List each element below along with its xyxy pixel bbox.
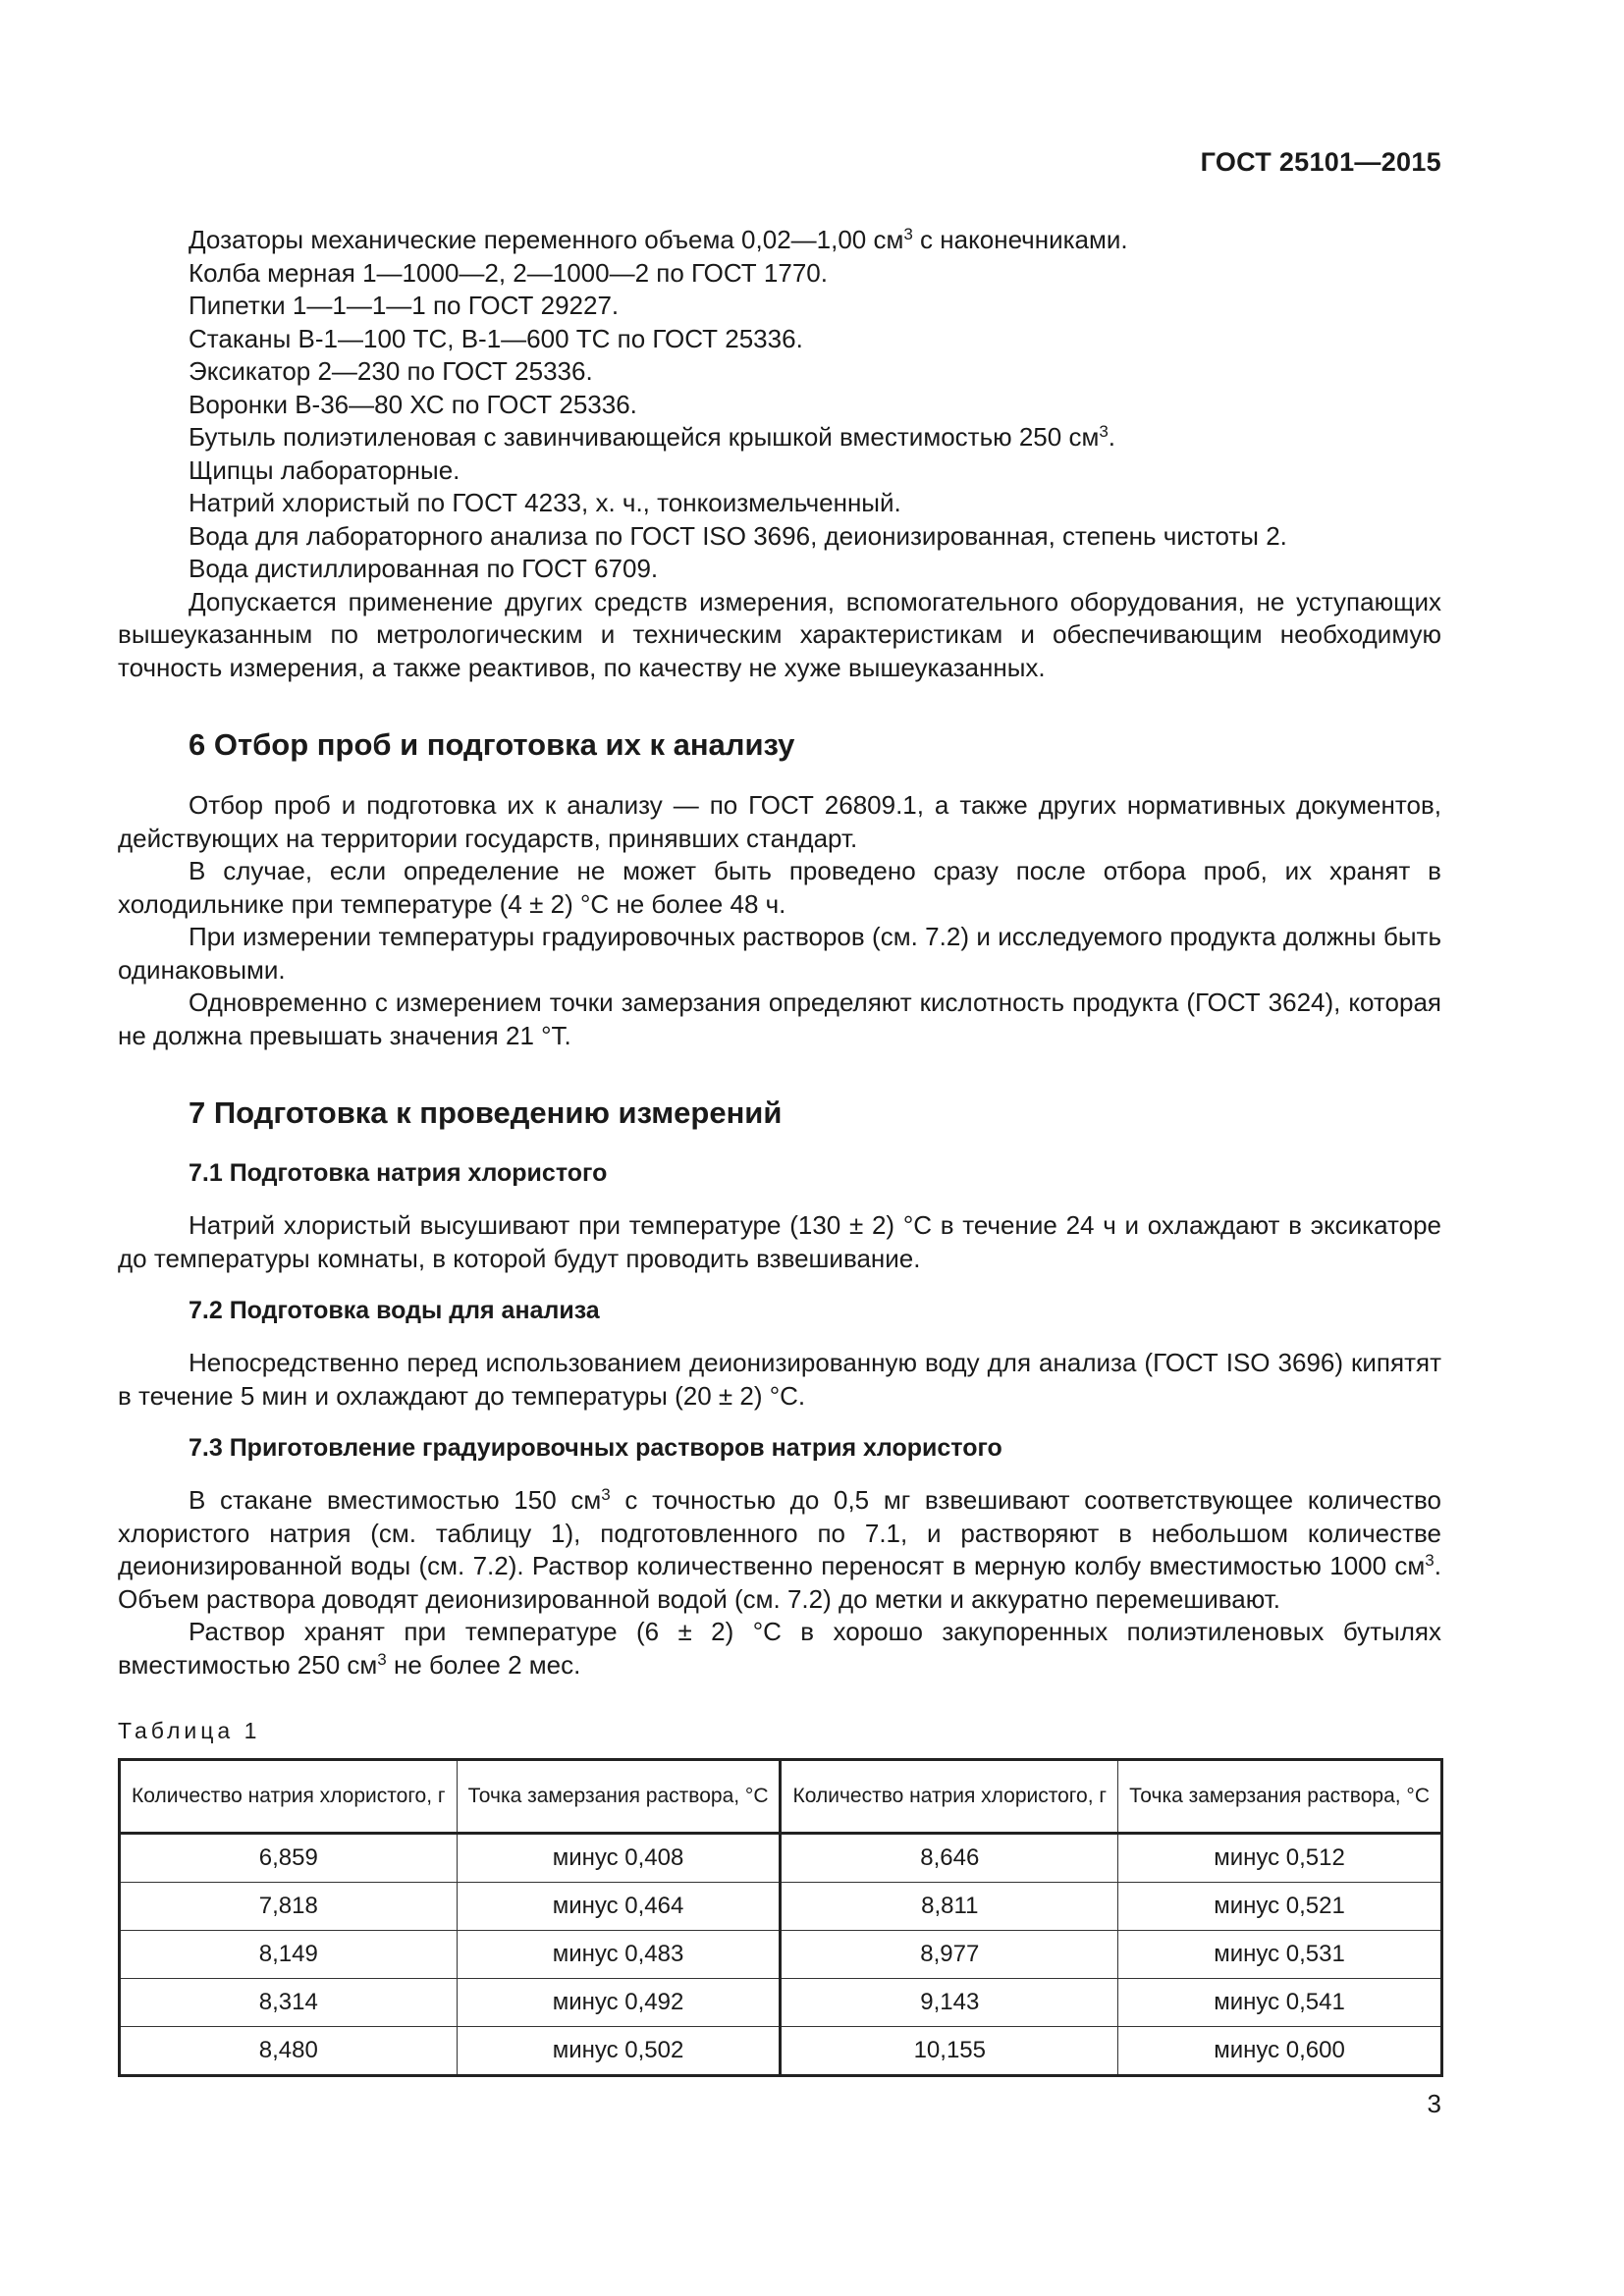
- table-cell: 8,480: [120, 2026, 458, 2075]
- column-header: Количество натрия хлористого, г: [781, 1759, 1118, 1833]
- paragraph: Одновременно с измерением точки замерзания определяют кислотность продукта (ГОСТ 3624), которая не должна превышать значения 21 °Т.: [118, 988, 1441, 1050]
- column-header: Точка замерзания раствора, °С: [1118, 1759, 1442, 1833]
- list-item: Эксикатор 2—230 по ГОСТ 25336.: [189, 356, 593, 386]
- section-6-heading: 6 Отбор проб и подготовка их к анализу: [189, 727, 795, 762]
- document-code-header: ГОСТ 25101—2015: [1200, 147, 1441, 177]
- paragraph: Натрий хлористый высушивают при температуре (130 ± 2) °С в течение 24 ч и охлаждают в эксикаторе до температуры комнаты, в которой будут проводить взвешивание.: [118, 1210, 1441, 1273]
- table-cell: 8,149: [120, 1930, 458, 1978]
- subsection-7-3-heading: 7.3 Приготовление градуировочных растворов натрия хлористого: [189, 1434, 1002, 1462]
- list-item: Колба мерная 1—1000—2, 2—1000—2 по ГОСТ 1770.: [189, 257, 828, 288]
- list-item: Воронки В-36—80 ХС по ГОСТ 25336.: [189, 389, 637, 419]
- paragraph: Непосредственно перед использованием деионизированную воду для анализа (ГОСТ ISO 3696) кипятят в течение 5 мин и охлаждают до температуры (20 ± 2) °С.: [118, 1348, 1441, 1411]
- table-cell: минус 0,492: [457, 1978, 781, 2026]
- list-item: Дозаторы механические переменного объема 0,02—1,00 $см^3$ с наконечниками.: [189, 225, 1128, 254]
- list-item: Натрий хлористый по ГОСТ 4233, х. ч., тонкоизмельченный.: [189, 488, 901, 517]
- table-caption: Таблица 1: [118, 1718, 261, 1743]
- table-row: [120, 1882, 1442, 1930]
- table-row: [120, 1833, 1442, 1882]
- table-cell: 8,314: [120, 1978, 458, 2026]
- table-cell: 6,859: [120, 1833, 458, 1882]
- column-header: Количество натрия хлористого, г: [120, 1759, 458, 1833]
- table-row: [120, 1930, 1442, 1978]
- table-cell: 8,977: [781, 1930, 1118, 1978]
- table-cell: минус 0,483: [457, 1930, 781, 1978]
- column-header: Точка замерзания раствора, °С: [457, 1759, 781, 1833]
- table-cell: 9,143: [781, 1978, 1118, 2026]
- table-cell: минус 0,408: [457, 1833, 781, 1882]
- list-item: Щипцы лабораторные.: [189, 454, 460, 485]
- paragraph: В стакане вместимостью 150 $см^3$ с точностью до 0,5 мг взвешивают соответствующее количество хлористого натрия (см. таблицу 1), подготовленного по 7.1, и растворяют в небольшом количестве деионизированной воды (см. 7.2). Раствор количественно переносят в мерную колбу вместимостью 1000 $см^3$. Объем раствора доводят деионизированной водой (см. 7.2) до метки и аккуратно перемешивают.: [118, 1485, 1441, 1614]
- subsection-7-1-heading: 7.1 Подготовка натрия хлористого: [189, 1159, 608, 1187]
- paragraph: В случае, если определение не может быть проведено сразу после отбора проб, их хранят в холодильнике при температуре (4 ± 2) °С не более 48 ч.: [118, 856, 1441, 919]
- table-cell: минус 0,464: [457, 1882, 781, 1930]
- table-cell: минус 0,502: [457, 2026, 781, 2075]
- document-body: [118, 224, 1441, 2077]
- table-row: [120, 2026, 1442, 2075]
- table-cell: 8,646: [781, 1833, 1118, 1882]
- paragraph: Отбор проб и подготовка их к анализу — по ГОСТ 26809.1, а также других нормативных документов, действующих на территории государств, принявших стандарт.: [118, 790, 1441, 853]
- list-item: Стаканы В-1—100 ТС, В-1—600 ТС по ГОСТ 25336.: [189, 323, 803, 353]
- freezing-point-table: [118, 1758, 1443, 2077]
- list-item: Пипетки 1—1—1—1 по ГОСТ 29227.: [189, 291, 620, 320]
- list-item: Бутыль полиэтиленовая с завинчивающейся крышкой вместимостью 250 $см^3$.: [189, 422, 1116, 452]
- equipment-note: Допускается применение других средств измерения, вспомогательного оборудования, не уступающих вышеуказанным по метрологическим и техническим характеристикам и обеспечивающим необходимую точность измерения, а также реактивов, по качеству не хуже вышеуказанных.: [118, 586, 1441, 682]
- table-cell: 7,818: [120, 1882, 458, 1930]
- table-cell: 8,811: [781, 1882, 1118, 1930]
- table-row: [120, 1978, 1442, 2026]
- table-cell: 10,155: [781, 2026, 1118, 2075]
- table-cell: минус 0,531: [1118, 1930, 1442, 1978]
- table-cell: минус 0,541: [1118, 1978, 1442, 2026]
- section-7-heading: 7 Подготовка к проведению измерений: [189, 1095, 783, 1130]
- list-item: Вода дистиллированная по ГОСТ 6709.: [189, 554, 659, 583]
- equipment-list: [118, 224, 1441, 586]
- subsection-7-2-heading: 7.2 Подготовка воды для анализа: [189, 1297, 600, 1324]
- table-cell: минус 0,521: [1118, 1882, 1442, 1930]
- document-page: [118, 0, 1441, 2296]
- paragraph: Раствор хранят при температуре (6 ± 2) °С в хорошо закупоренных полиэтиленовых бутылях вместимостью 250 $см^3$ не более 2 мес.: [118, 1617, 1441, 1680]
- list-item: Вода для лабораторного анализа по ГОСТ ISO 3696, деионизированная, степень чистоты 2.: [189, 520, 1287, 551]
- page-number: 3: [1427, 2089, 1441, 2118]
- table-cell: минус 0,512: [1118, 1833, 1442, 1882]
- table-header-row: [120, 1759, 1442, 1833]
- table-cell: минус 0,600: [1118, 2026, 1442, 2075]
- paragraph: При измерении температуры градуировочных растворов (см. 7.2) и исследуемого продукта должны быть одинаковыми.: [118, 922, 1441, 985]
